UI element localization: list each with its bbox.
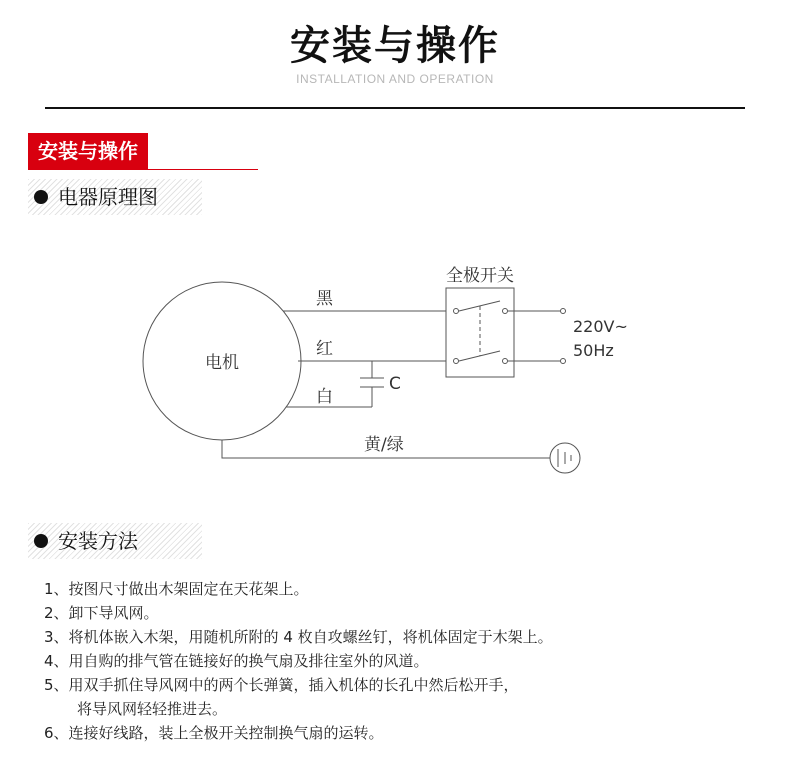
- terminal-1: [561, 309, 566, 314]
- switch-label: 全极开关: [446, 266, 514, 286]
- list-item: 3、将机体嵌入木架，用随机所附的 4 枚自攻螺丝钉，将机体固定于木架上。: [44, 628, 553, 646]
- page-subtitle: INSTALLATION AND OPERATION: [296, 72, 494, 86]
- page-title: 安装与操作: [290, 23, 500, 69]
- switch-contacts: [454, 301, 508, 364]
- motor-label: 电机: [205, 353, 239, 373]
- list-item: 5、用双手抓住导风网中的两个长弹簧，插入机体的长孔中然后松开手，: [44, 676, 519, 694]
- wire-black-label: 黑: [316, 289, 333, 309]
- list-item: 6、连接好线路，装上全极开关控制换气扇的运转。: [44, 724, 384, 742]
- ground-wire-label: 黄/绿: [364, 435, 404, 455]
- section-tag: 安装与操作: [28, 133, 148, 169]
- frequency-label: 50Hz: [573, 341, 614, 360]
- section-heading-install: [28, 523, 202, 559]
- install-steps-list: [44, 577, 764, 745]
- list-item-continuation: 将导风网轻轻推进去。: [77, 700, 228, 718]
- wire-red-label: 红: [316, 339, 333, 359]
- bullet-icon: [34, 534, 48, 548]
- list-item: 4、用自购的排气管在链接好的换气扇及排往室外的风道。: [44, 652, 429, 670]
- ground-icon: [550, 443, 580, 473]
- capacitor: [360, 361, 384, 407]
- list-item: 2、卸下导风网。: [44, 604, 159, 622]
- section-heading-diagram-label: 电器原理图: [58, 185, 158, 209]
- terminal-2: [561, 359, 566, 364]
- capacitor-label: C: [389, 374, 401, 394]
- list-item: 1、按图尺寸做出木架固定在天花架上。: [44, 580, 309, 598]
- wire-white-label: 白: [316, 387, 333, 407]
- section-heading-install-label: 安装方法: [58, 529, 138, 553]
- voltage-label: 220V~: [573, 317, 628, 336]
